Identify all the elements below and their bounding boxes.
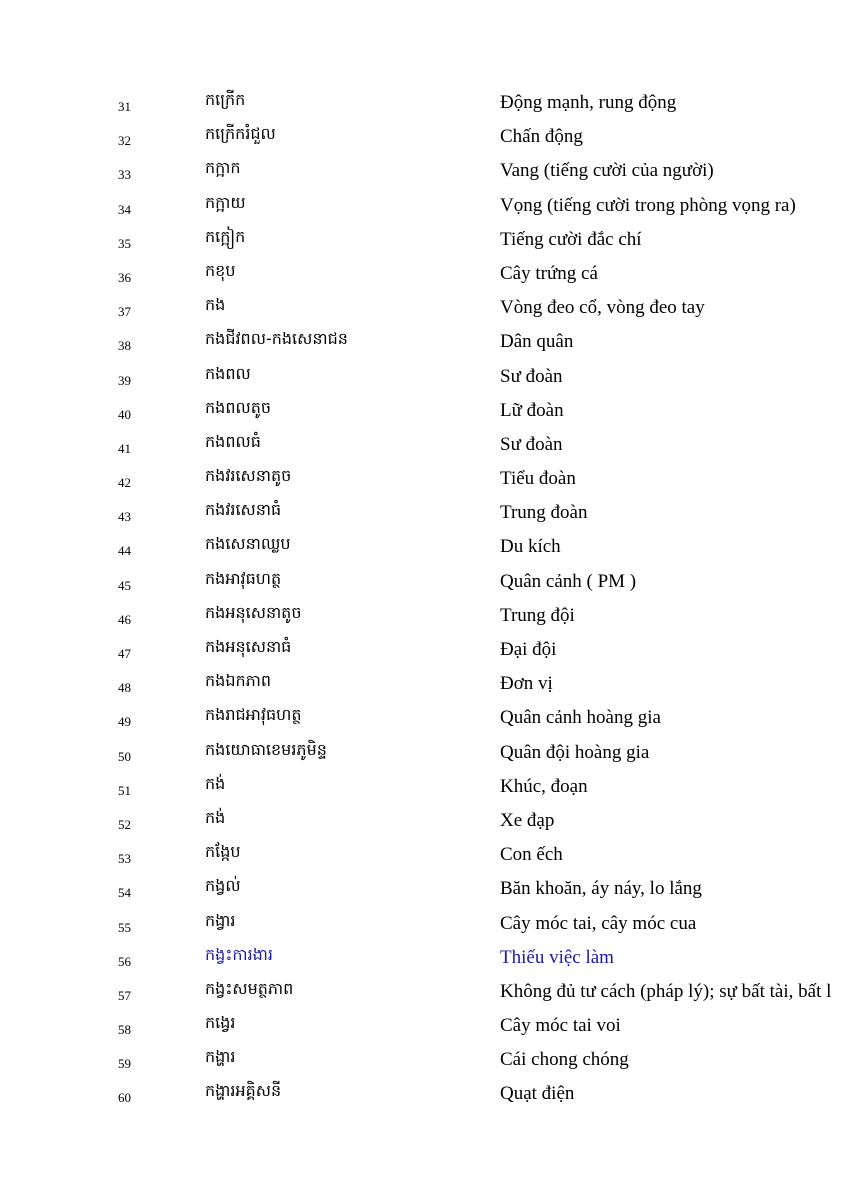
khmer-term: កង្វះការងារ xyxy=(205,944,273,964)
khmer-term: កង្ហារអគ្គិសនី xyxy=(205,1081,282,1101)
entry-number: 57 xyxy=(118,987,131,1003)
khmer-term: កងពលតូច xyxy=(205,397,272,417)
glossary-row xyxy=(0,873,848,907)
glossary-list xyxy=(0,87,848,1113)
glossary-row xyxy=(0,634,848,668)
entry-number: 51 xyxy=(118,782,131,798)
khmer-term: កងជីវពល-កងសេនាជន xyxy=(205,329,348,349)
khmer-term: កងយោធាខេមរភូមិន្ទ xyxy=(205,739,327,759)
khmer-term: កក្អៀក xyxy=(205,226,246,246)
glossary-row xyxy=(0,942,848,976)
entry-number: 48 xyxy=(118,680,131,696)
khmer-term: កងពលធំ xyxy=(205,431,261,451)
vietnamese-translation: Thiếu việc làm xyxy=(500,946,614,968)
vietnamese-translation: Cái chong chóng xyxy=(500,1049,629,1071)
khmer-term: កង្វារ xyxy=(205,910,236,930)
glossary-row xyxy=(0,737,848,771)
glossary-row xyxy=(0,1010,848,1044)
vietnamese-translation: Trung đoàn xyxy=(500,502,588,524)
glossary-row xyxy=(0,566,848,600)
entry-number: 34 xyxy=(118,201,131,217)
glossary-row xyxy=(0,908,848,942)
entry-number: 52 xyxy=(118,816,131,832)
khmer-term: កង xyxy=(205,295,226,315)
entry-number: 37 xyxy=(118,304,131,320)
vietnamese-translation: Cây móc tai voi xyxy=(500,1015,621,1037)
khmer-term: កងសេនាឈ្លប xyxy=(205,534,291,554)
vietnamese-translation: Vòng đeo cổ, vòng đeo tay xyxy=(500,297,705,319)
khmer-term: កងរាជអាវុធហត្ថ xyxy=(205,705,302,725)
entry-number: 50 xyxy=(118,748,131,764)
vietnamese-translation: Đại đội xyxy=(500,639,557,660)
entry-number: 44 xyxy=(118,543,131,559)
glossary-row xyxy=(0,292,848,326)
glossary-row xyxy=(0,805,848,839)
glossary-row xyxy=(0,976,848,1010)
entry-number: 56 xyxy=(118,953,131,969)
entry-number: 58 xyxy=(118,1022,131,1038)
khmer-term: កងវរសេនាតូច xyxy=(205,466,292,486)
vietnamese-translation: Băn khoăn, áy náy, lo lắng xyxy=(500,878,702,900)
entry-number: 38 xyxy=(118,338,131,354)
vietnamese-translation: Động mạnh, rung động xyxy=(500,92,677,113)
entry-number: 53 xyxy=(118,851,131,867)
khmer-term: កង់ xyxy=(205,773,226,793)
vietnamese-translation: Sư đoàn xyxy=(500,433,563,455)
glossary-row xyxy=(0,531,848,565)
glossary-row xyxy=(0,429,848,463)
glossary-row xyxy=(0,463,848,497)
khmer-term: កងអាវុធហត្ថ xyxy=(205,568,282,588)
glossary-row xyxy=(0,258,848,292)
khmer-term: កងពល xyxy=(205,363,251,383)
glossary-row xyxy=(0,771,848,805)
entry-number: 59 xyxy=(118,1056,131,1072)
khmer-term: កងឯកភាព xyxy=(205,671,272,691)
glossary-row xyxy=(0,361,848,395)
entry-number: 47 xyxy=(118,646,131,661)
glossary-row xyxy=(0,702,848,736)
glossary-row xyxy=(0,497,848,531)
vietnamese-translation: Quân đội hoàng gia xyxy=(500,741,650,763)
glossary-row xyxy=(0,1044,848,1078)
glossary-row xyxy=(0,190,848,224)
vietnamese-translation: Sư đoàn xyxy=(500,365,563,387)
entry-number: 55 xyxy=(118,919,131,935)
entry-number: 36 xyxy=(118,269,131,285)
khmer-term: កង្ហារ xyxy=(205,1047,236,1067)
khmer-term: កក្រើករំជួល xyxy=(205,124,276,144)
khmer-term: កក្រើក xyxy=(205,90,246,109)
vietnamese-translation: Lữ đoàn xyxy=(500,399,564,421)
glossary-row xyxy=(0,1078,848,1112)
entry-number: 46 xyxy=(118,611,131,627)
khmer-term: កង់ xyxy=(205,807,226,827)
entry-number: 40 xyxy=(118,406,131,422)
vietnamese-translation: Con ếch xyxy=(500,844,563,866)
entry-number: 43 xyxy=(118,509,131,525)
entry-number: 31 xyxy=(118,99,131,114)
khmer-term: កង្វេរ xyxy=(205,1013,236,1033)
khmer-term: កក្អាយ xyxy=(205,192,246,212)
vietnamese-translation: Khúc, đoạn xyxy=(500,775,588,797)
glossary-row xyxy=(0,326,848,360)
glossary-row xyxy=(0,668,848,702)
vietnamese-translation: Vang (tiếng cười của người) xyxy=(500,160,714,182)
glossary-row xyxy=(0,395,848,429)
entry-number: 33 xyxy=(118,167,131,183)
vietnamese-translation: Vọng (tiếng cười trong phòng vọng ra) xyxy=(500,194,796,216)
khmer-term: កង្កែប xyxy=(205,842,241,862)
entry-number: 45 xyxy=(118,577,131,593)
khmer-term: កងអនុសេនាតូច xyxy=(205,602,302,622)
entry-number: 42 xyxy=(118,475,131,491)
vietnamese-translation: Quân cảnh hoàng gia xyxy=(500,707,661,729)
vietnamese-translation: Không đủ tư cách (pháp lý); sự bất tài, bất l xyxy=(500,980,832,1002)
entry-number: 49 xyxy=(118,714,131,730)
glossary-row xyxy=(0,121,848,155)
vietnamese-translation: Tiếng cười đắc chí xyxy=(500,228,642,250)
entry-number: 39 xyxy=(118,372,131,388)
vietnamese-translation: Cây trứng cá xyxy=(500,262,598,284)
vietnamese-translation: Trung đội xyxy=(500,604,575,626)
glossary-row xyxy=(0,839,848,873)
vietnamese-translation: Quạt điện xyxy=(500,1083,575,1105)
glossary-row xyxy=(0,87,848,121)
khmer-term: កង្វល់ xyxy=(205,876,241,896)
vietnamese-translation: Dân quân xyxy=(500,331,574,353)
entry-number: 41 xyxy=(118,440,131,456)
khmer-term: កង្វះសមត្ថភាព xyxy=(205,978,294,998)
khmer-term: កខុប xyxy=(205,260,236,280)
entry-number: 60 xyxy=(118,1090,131,1106)
vietnamese-translation: Quân cảnh ( PM ) xyxy=(500,570,637,592)
entry-number: 35 xyxy=(118,235,131,251)
entry-number: 32 xyxy=(118,133,131,149)
vietnamese-translation: Đơn vị xyxy=(500,673,553,695)
khmer-term: កងវរសេនាធំ xyxy=(205,500,282,520)
vietnamese-translation: Xe đạp xyxy=(500,809,555,831)
entry-number: 54 xyxy=(118,885,131,901)
vietnamese-translation: Du kích xyxy=(500,536,561,558)
vietnamese-translation: Cây móc tai, cây móc cua xyxy=(500,912,697,934)
glossary-row xyxy=(0,600,848,634)
vietnamese-translation: Chấn động xyxy=(500,126,583,148)
vietnamese-translation: Tiểu đoàn xyxy=(500,468,576,490)
khmer-term: កក្អាក xyxy=(205,158,241,178)
khmer-term: កងអនុសេនាធំ xyxy=(205,637,292,656)
glossary-row xyxy=(0,155,848,189)
glossary-row xyxy=(0,224,848,258)
